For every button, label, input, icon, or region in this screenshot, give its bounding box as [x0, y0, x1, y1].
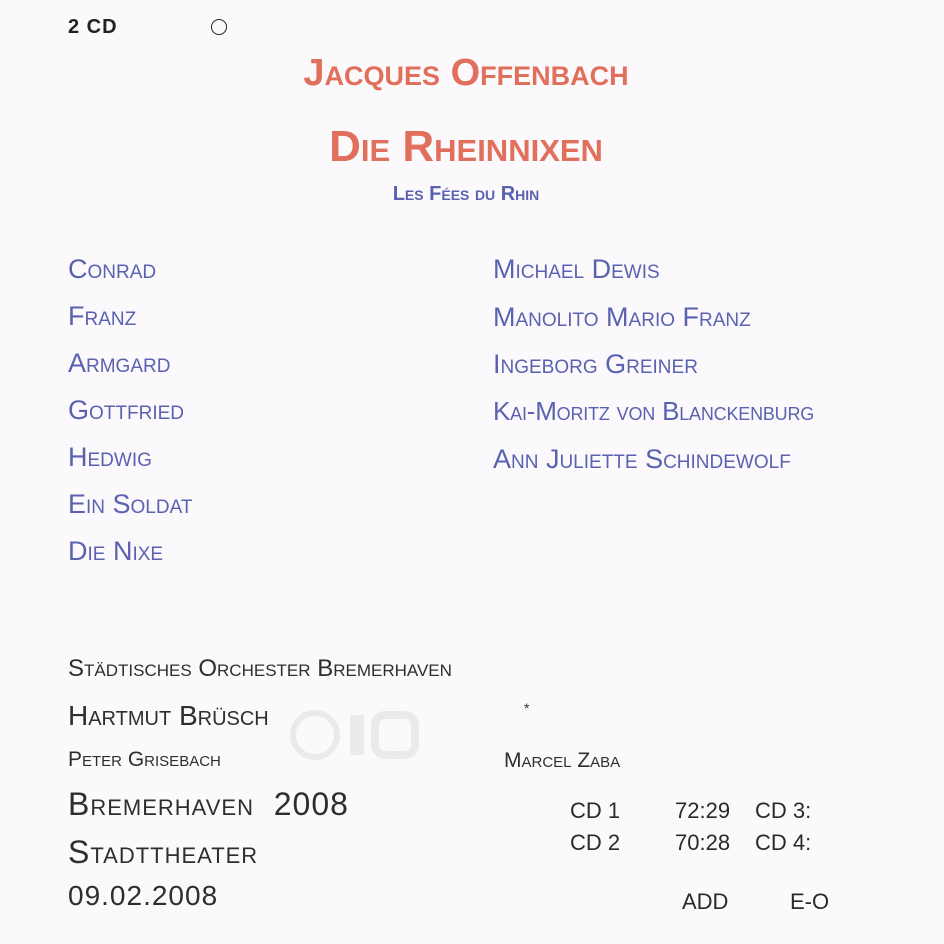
- disc-count-label: 2 CD: [68, 16, 118, 38]
- cd3-label: CD 3:: [755, 798, 812, 823]
- asterisk-mark: *: [524, 700, 530, 716]
- role-armgard: Armgard: [68, 348, 171, 378]
- role-gottfried: Gottfried: [68, 395, 184, 425]
- place-year: Bremerhaven 2008: [68, 786, 349, 822]
- role-die-nixe: Die Nixe: [68, 536, 164, 566]
- circle-mark-icon: [211, 19, 227, 35]
- role-ein-soldat: Ein Soldat: [68, 489, 193, 519]
- role-hedwig: Hedwig: [68, 442, 152, 472]
- faint-watermark-icon: [290, 700, 425, 770]
- cd2-label: CD 2: [570, 830, 621, 855]
- recording-code: ADD: [682, 889, 729, 914]
- singer-manolito-mario-franz: Manolito Mario Franz: [493, 302, 751, 332]
- singer-ann-juliette-schindewolf: Ann Juliette Schindewolf: [493, 444, 791, 474]
- singer-kai-moritz-von-blanckenburg: Kai-Moritz von Blanckenburg: [493, 396, 815, 426]
- orchestra-name: Städtisches Orchester Bremerhaven: [68, 655, 452, 682]
- role-franz: Franz: [68, 301, 137, 331]
- opera-subtitle: Les Fées du Rhin: [392, 183, 540, 205]
- cd1-label: CD 1: [570, 798, 621, 823]
- director-name: Peter Grisebach: [68, 748, 221, 771]
- performance-date: 09.02.2008: [68, 880, 219, 911]
- venue-name: Stadttheater: [68, 834, 259, 870]
- conductor-name: Hartmut Brüsch: [68, 700, 269, 731]
- opera-title: Die Rheinnixen: [329, 122, 603, 171]
- singer-michael-dewis: Michael Dewis: [493, 254, 660, 284]
- cd4-label: CD 4:: [755, 830, 812, 855]
- source-code: E-O: [790, 889, 830, 914]
- composer-name: Jacques Offenbach: [303, 52, 629, 94]
- role-conrad: Conrad: [68, 254, 157, 284]
- designer-name: Marcel Zaba: [504, 749, 621, 772]
- singer-ingeborg-greiner: Ingeborg Greiner: [493, 349, 698, 379]
- cd1-duration: 72:29: [675, 798, 731, 823]
- cd2-duration: 70:28: [675, 830, 731, 855]
